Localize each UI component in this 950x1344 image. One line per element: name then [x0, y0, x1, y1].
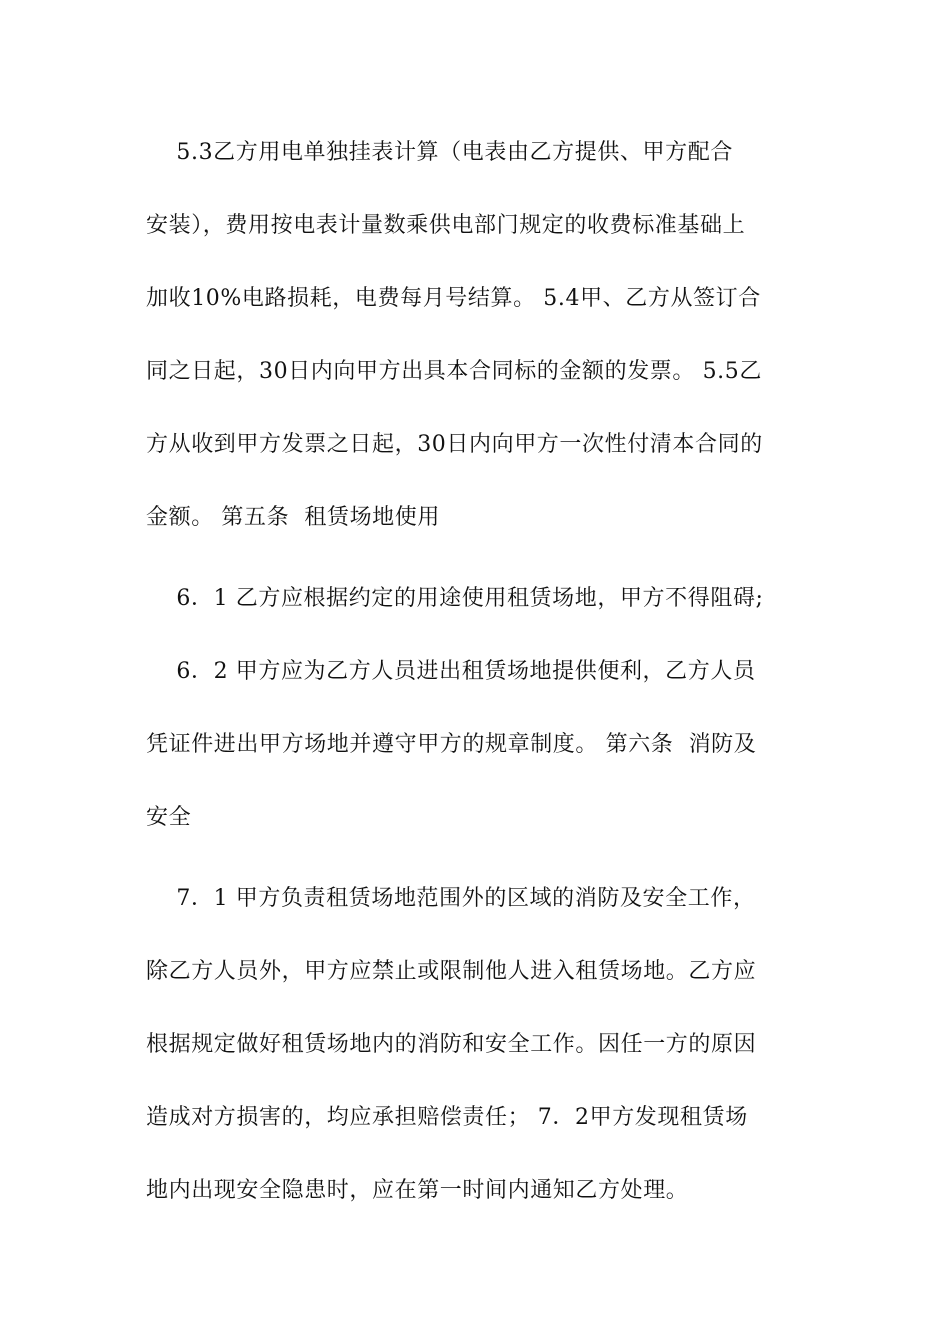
text-line: 7．1 甲方负责租赁场地范围外的区域的消防及安全工作，: [146, 886, 756, 911]
text-line: 凭证件进出甲方场地并遵守甲方的规章制度。 第六条 消防及: [146, 732, 757, 757]
text-line: 造成对方损害的，均应承担赔偿责任； 7．2甲方发现租赁场: [146, 1105, 748, 1130]
text-line: 6．2 甲方应为乙方人员进出租赁场地提供便利，乙方人员: [146, 659, 756, 684]
text-line: 5.3乙方用电单独挂表计算（电表由乙方提供、甲方配合: [146, 140, 733, 165]
text-line: 根据规定做好租赁场地内的消防和安全工作。因任一方的原因: [146, 1032, 757, 1057]
text-line: 除乙方人员外，甲方应禁止或限制他人进入租赁场地。乙方应: [146, 959, 757, 984]
text-line: 加收10%电路损耗，电费每月号结算。 5.4甲、乙方从签订合: [146, 286, 761, 311]
text-line: 同之日起，30日内向甲方出具本合同标的金额的发票。 5.5乙: [146, 359, 762, 384]
text-line: 安全: [146, 805, 192, 830]
text-line: 安装），费用按电表计量数乘供电部门规定的收费标准基础上: [146, 213, 746, 238]
text-line: 金额。 第五条 租赁场地使用: [146, 505, 440, 530]
text-line: 方从收到甲方发票之日起，30日内向甲方一次性付清本合同的: [146, 432, 763, 457]
text-line: 6．1 乙方应根据约定的用途使用租赁场地，甲方不得阻碍;: [146, 586, 764, 611]
text-line: 地内出现安全隐患时，应在第一时间内通知乙方处理。: [146, 1178, 689, 1203]
